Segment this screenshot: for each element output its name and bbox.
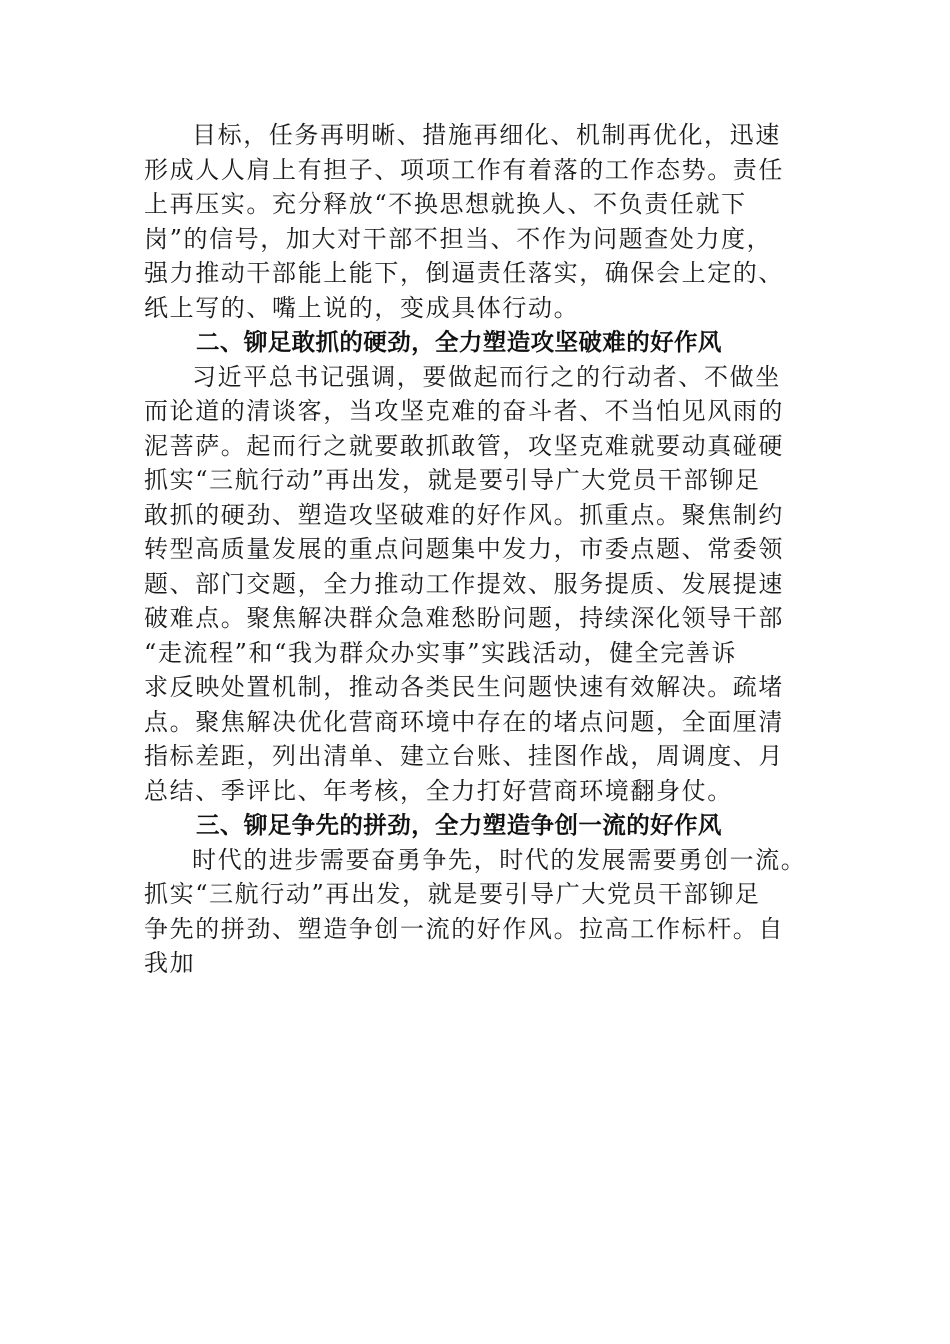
section-heading: 三、铆足争先的拼劲，全力塑造争创一流的好作风 <box>196 811 722 839</box>
document-body <box>144 118 810 981</box>
paragraph-line: “走流程”和“我为群众办实事”实践活动，健全完善诉 <box>144 638 738 667</box>
paragraph-line: 求反映处置机制，推动各类民生问题快速有效解决。疏堵 <box>144 673 784 701</box>
paragraph-line: 抓实“三航行动”再出发，就是要引导广大党员干部铆足 <box>144 466 761 494</box>
paragraph-line: 题、部门交题，全力推动工作提效、服务提质、发展提速 <box>144 569 784 598</box>
paragraph-line: 我加 <box>144 949 196 977</box>
paragraph-line: 转型高质量发展的重点问题集中发力，市委点题、常委领 <box>144 535 784 563</box>
paragraph-line: 点。聚焦解决优化营商环境中存在的堵点问题，全面厘清 <box>144 707 784 736</box>
paragraph-line: 习近平总书记强调，要做起而行之的行动者、不做坐 <box>192 362 781 391</box>
paragraph-line: 争先的拼劲、塑造争创一流的好作风。拉高工作标杆。自 <box>144 914 784 943</box>
paragraph-line: 敢抓的硬劲、塑造攻坚破难的好作风。抓重点。聚焦制约 <box>144 500 784 529</box>
paragraph-line: 时代的进步需要奋勇争先，时代的发展需要勇创一流。 <box>192 845 807 874</box>
paragraph-line: 上再压实。充分释放“不换思想就换人、不负责任就下 <box>144 190 747 218</box>
section-heading: 二、铆足敢抓的硬劲，全力塑造攻坚破难的好作风 <box>196 328 722 356</box>
paragraph-line: 总结、季评比、年考核，全力打好营商环境翻身仗。 <box>144 776 733 805</box>
paragraph-line: 纸上写的、嘴上说的，变成具体行动。 <box>144 293 580 322</box>
paragraph-line: 岗”的信号，加大对干部不担当、不作为问题查处力度， <box>144 224 773 253</box>
paragraph-line: 形成人人肩上有担子、项项工作有着落的工作态势。责任 <box>144 155 784 184</box>
paragraph-line: 泥菩萨。起而行之就要敢抓敢管，攻坚克难就要动真碰硬 <box>144 431 784 460</box>
paragraph-line: 破难点。聚焦解决群众急难愁盼问题，持续深化领导干部 <box>144 604 784 632</box>
paragraph-line: 强力推动干部能上能下，倒逼责任落实，确保会上定的、 <box>144 259 784 287</box>
paragraph-line: 而论道的清谈客，当攻坚克难的奋斗者、不当怕见风雨的 <box>144 397 784 425</box>
paragraph-line: 抓实“三航行动”再出发，就是要引导广大党员干部铆足 <box>144 880 761 908</box>
paragraph-line: 目标，任务再明晰、措施再细化、机制再优化，迅速 <box>192 121 781 149</box>
paragraph-line: 指标差距，列出清单、建立台账、挂图作战，周调度、月 <box>144 742 784 770</box>
